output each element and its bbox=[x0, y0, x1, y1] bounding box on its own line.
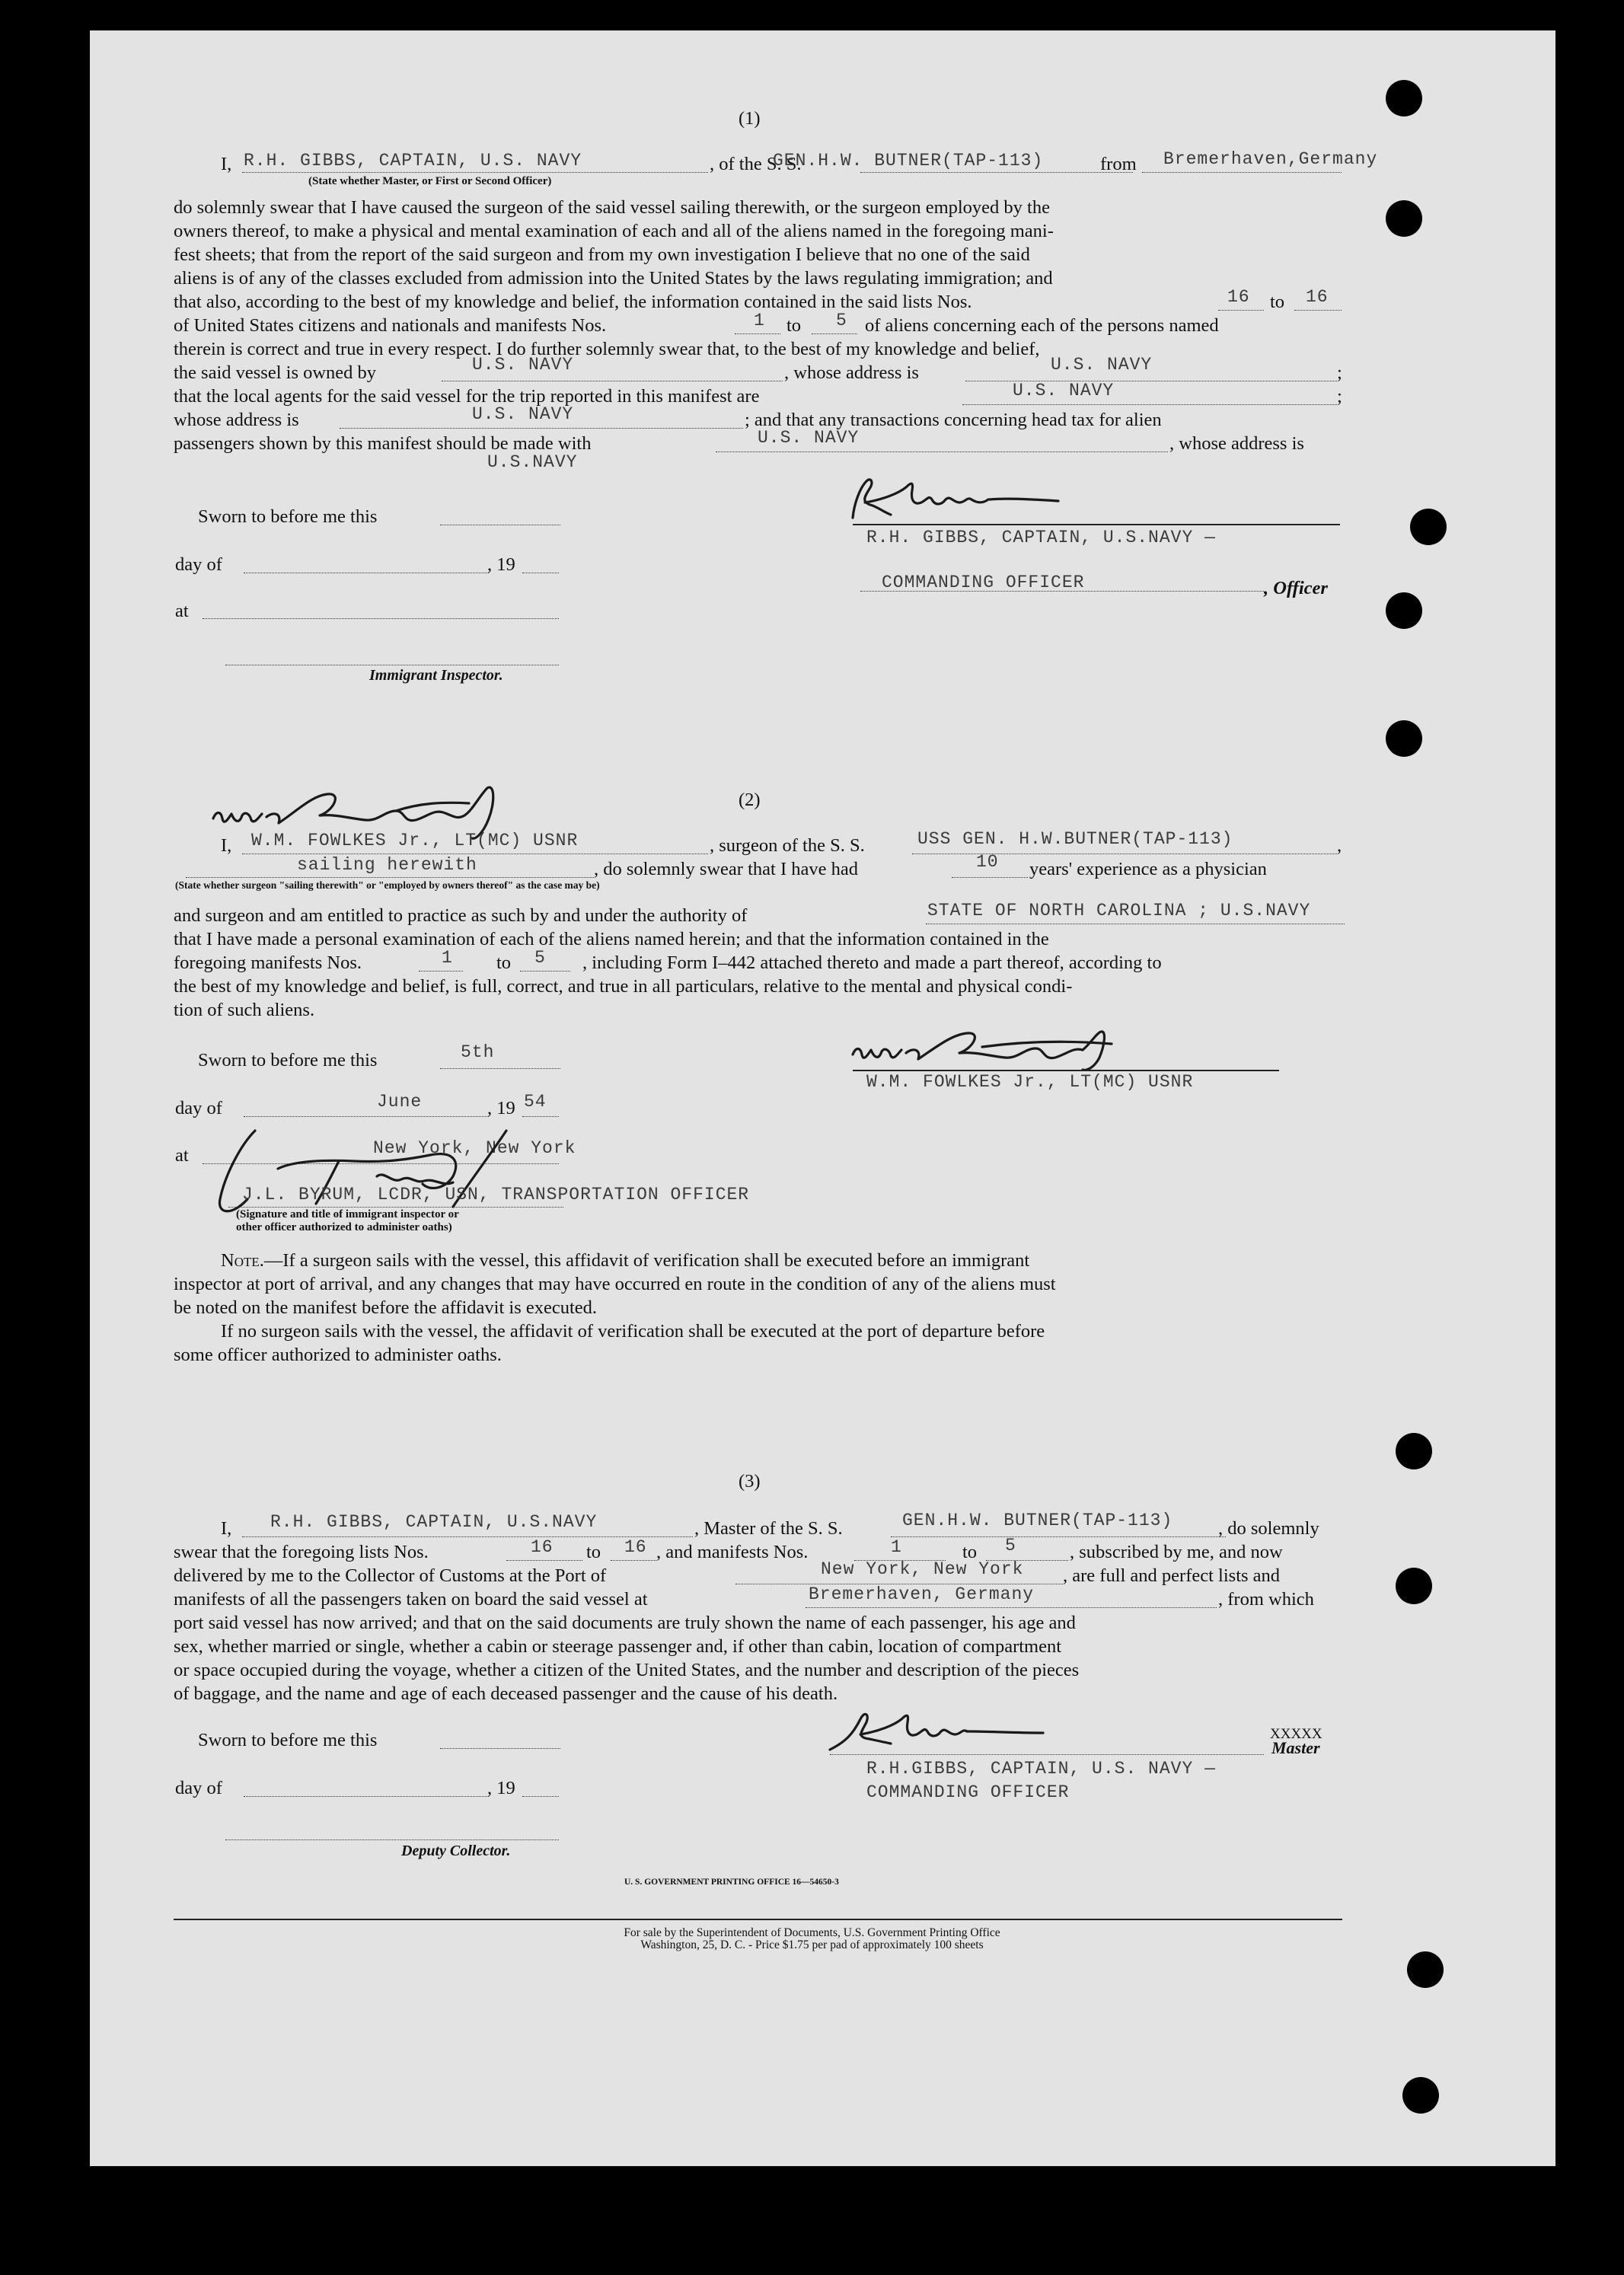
note-text: some officer authorized to administer oaths. bbox=[174, 1345, 502, 1365]
text-line: swear that the foregoing lists Nos. bbox=[174, 1542, 429, 1562]
text-line: I, bbox=[221, 154, 232, 174]
head-tax-party: U.S. NAVY bbox=[758, 428, 860, 448]
sworn-day: 5th bbox=[461, 1042, 495, 1062]
section-number: (3) bbox=[739, 1471, 761, 1492]
text-line: port said vessel has now arrived; and that on the said documents are truly shown the name of each passenger, his age and bbox=[174, 1613, 1076, 1633]
text-line: that the local agents for the said vessel for the trip reported in this manifest are bbox=[174, 386, 760, 407]
text-line: delivered by me to the Collector of Customs at the Port of bbox=[174, 1565, 607, 1586]
text-line: Sworn to before me this bbox=[198, 1050, 378, 1070]
note-label-text: Note. bbox=[221, 1250, 264, 1271]
text-line: , subscribed by me, and now bbox=[1070, 1542, 1283, 1562]
text-line: the best of my knowledge and belief, is full, correct, and true in all particulars, relative to the mental and physical condi- bbox=[174, 976, 1073, 997]
captain-title: COMMANDING OFFICER bbox=[882, 573, 1085, 592]
text-line: , 19 bbox=[487, 1098, 515, 1118]
text-line: day of bbox=[175, 554, 222, 575]
text-line: therein is correct and true in every respect. I do further solemnly swear that, to the best of my knowledge and belief, bbox=[174, 339, 1040, 359]
customs-port: New York, New York bbox=[821, 1559, 1024, 1579]
master-signature bbox=[822, 1704, 1066, 1757]
text-line: ; bbox=[1337, 386, 1342, 407]
section-number: (2) bbox=[739, 790, 761, 810]
sailing-status: sailing herewith bbox=[297, 855, 477, 875]
text-line: whose address is bbox=[174, 410, 299, 430]
manifest-to: 5 bbox=[836, 311, 847, 330]
manifest-from-3: 1 bbox=[891, 1537, 902, 1557]
text-line: day of bbox=[175, 1098, 222, 1118]
text-line: , of the S. S. bbox=[710, 154, 802, 174]
text-line: ; bbox=[1337, 362, 1342, 383]
boarding-port: Bremerhaven, Germany bbox=[809, 1584, 1035, 1604]
text-line: of baggage, and the name and age of each deceased passenger and the cause of his death. bbox=[174, 1683, 838, 1704]
text-line: at bbox=[175, 1145, 189, 1166]
surgeon-printed-name: W.M. FOWLKES Jr., LT(MC) USNR bbox=[866, 1072, 1194, 1092]
text-line: passengers shown by this manifest should be made with bbox=[174, 433, 592, 454]
text-line: Sworn to before me this bbox=[198, 506, 378, 527]
text-line: I, bbox=[221, 835, 232, 856]
note-text: be noted on the manifest before the affidavit is executed. bbox=[174, 1297, 598, 1318]
local-agents: U.S. NAVY bbox=[1013, 381, 1115, 400]
text-line: and surgeon and am entitled to practice as such by and under the authority of bbox=[174, 905, 748, 926]
text-line: , do solemnly bbox=[1218, 1518, 1319, 1539]
text-line: manifests of all the passengers taken on board the said vessel at bbox=[174, 1589, 648, 1610]
field-caption: (Signature and title of immigrant inspector or bbox=[236, 1208, 459, 1220]
punch-hole bbox=[1402, 2077, 1439, 2114]
vessel-3: GEN.H.W. BUTNER(TAP-113) bbox=[902, 1511, 1173, 1530]
text-line: , whose address is bbox=[1169, 433, 1304, 454]
field-caption: (State whether surgeon "sailing therewith" or "employed by owners thereof" as the case may be) bbox=[175, 879, 600, 891]
text-line: from bbox=[1100, 154, 1137, 174]
departure-port: Bremerhaven,Germany bbox=[1163, 149, 1378, 169]
text-line: the said vessel is owned by bbox=[174, 362, 377, 383]
punch-hole bbox=[1396, 1433, 1432, 1469]
list-to: 16 bbox=[1306, 287, 1329, 307]
vessel-name: GEN.H.W. BUTNER(TAP-113) bbox=[773, 151, 1044, 171]
transport-officer: J.L. BYRUM, LCDR, USN, TRANSPORTATION OFFICER bbox=[242, 1185, 750, 1205]
inspector-caption: Immigrant Inspector. bbox=[369, 667, 503, 684]
list-to-3: 16 bbox=[624, 1537, 647, 1557]
sale-notice: Washington, 25, D. C. - Price $1.75 per pad of approximately 100 sheets bbox=[640, 1938, 984, 1951]
master-title: COMMANDING OFFICER bbox=[866, 1782, 1070, 1802]
sworn-place: New York, New York bbox=[373, 1138, 576, 1158]
text-line: to bbox=[962, 1542, 978, 1562]
text-line: to bbox=[586, 1542, 601, 1562]
text-line: or space occupied during the voyage, whether a citizen of the United States, and the number and description of the pieces bbox=[174, 1660, 1080, 1680]
note-label bbox=[221, 1249, 1029, 1272]
list-from: 16 bbox=[1227, 287, 1250, 307]
surgeon-vessel: USS GEN. H.W.BUTNER(TAP-113) bbox=[917, 829, 1233, 849]
sworn-month: June bbox=[377, 1092, 423, 1112]
text-line: , including Form I–442 attached thereto and made a part thereof, according to bbox=[582, 952, 1162, 973]
owner: U.S. NAVY bbox=[472, 355, 574, 375]
text-line: , 19 bbox=[487, 554, 515, 575]
text-line: to bbox=[1270, 292, 1285, 312]
text-line: of United States citizens and nationals and manifests Nos. bbox=[174, 315, 607, 336]
master-name: R.H. GIBBS, CAPTAIN, U.S. NAVY bbox=[244, 151, 582, 171]
master-printed-name: R.H.GIBBS, CAPTAIN, U.S. NAVY — bbox=[866, 1759, 1216, 1779]
officer-caption: , Officer bbox=[1264, 578, 1328, 598]
text-line: I, bbox=[221, 1518, 232, 1539]
text-line: , 19 bbox=[487, 1778, 515, 1798]
manifest-from: 1 bbox=[754, 311, 765, 330]
text-line: sex, whether married or single, whether a cabin or steerage passenger and, if other than cabin, location of compartment bbox=[174, 1636, 1062, 1657]
text-line: do solemnly swear that I have caused the surgeon of the said vessel sailing therewith, or the surgeon employed by the bbox=[174, 197, 1050, 218]
section-number: (1) bbox=[739, 108, 761, 129]
text-line: that I have made a personal examination of each of the aliens named herein; and that the information contained in the bbox=[174, 929, 1049, 949]
text-line: Sworn to before me this bbox=[198, 1730, 378, 1750]
surgeon-name: W.M. FOWLKES Jr., LT(MC) USNR bbox=[251, 831, 579, 850]
text-line: to bbox=[496, 952, 512, 973]
punch-hole bbox=[1386, 200, 1422, 237]
master-caption: Master bbox=[1271, 1738, 1320, 1757]
text-line: , bbox=[1337, 835, 1342, 856]
manifest-to-3: 5 bbox=[1005, 1536, 1016, 1555]
punch-hole bbox=[1407, 1951, 1444, 1988]
text-line: owners thereof, to make a physical and mental examination of each and all of the aliens named in the foregoing mani- bbox=[174, 221, 1054, 241]
text-line: that also, according to the best of my knowledge and belief, the information contained in the said lists Nos. bbox=[174, 292, 972, 312]
gpo-imprint: U. S. GOVERNMENT PRINTING OFFICE 16—54650-3 bbox=[624, 1878, 839, 1887]
sworn-year: 54 bbox=[524, 1092, 547, 1112]
master-name-3: R.H. GIBBS, CAPTAIN, U.S.NAVY bbox=[270, 1512, 598, 1532]
captain-name: R.H. GIBBS, CAPTAIN, U.S.NAVY — bbox=[866, 528, 1216, 547]
deputy-caption: Deputy Collector. bbox=[401, 1843, 511, 1859]
text-line: , from which bbox=[1218, 1589, 1314, 1610]
owner-address: U.S. NAVY bbox=[1051, 355, 1153, 375]
text-line: , do solemnly swear that I have had bbox=[594, 859, 858, 879]
overtype-marks: XXXXX bbox=[1270, 1726, 1322, 1742]
captain-signature bbox=[838, 472, 1096, 525]
text-line: years' experience as a physician bbox=[1029, 859, 1267, 879]
field-caption: (State whether Master, or First or Second Officer) bbox=[308, 175, 552, 187]
note-text: inspector at port of arrival, and any changes that may have occurred en route in the condition of any of the aliens must bbox=[174, 1274, 1056, 1294]
manifest-from: 1 bbox=[442, 948, 453, 968]
agents-address: U.S. NAVY bbox=[472, 404, 574, 424]
head-tax-address: U.S.NAVY bbox=[487, 452, 578, 472]
punch-hole bbox=[1386, 592, 1422, 629]
note-text: —If a surgeon sails with the vessel, this affidavit of verification shall be executed before an immigrant bbox=[263, 1250, 1030, 1271]
text-line: tion of such aliens. bbox=[174, 1000, 315, 1020]
sale-notice: For sale by the Superintendent of Documents, U.S. Government Printing Office bbox=[624, 1926, 1000, 1939]
manifest-to: 5 bbox=[534, 948, 546, 968]
note-text: If no surgeon sails with the vessel, the affidavit of verification shall be executed at the port of departure before bbox=[221, 1321, 1045, 1342]
text-line: aliens is of any of the classes excluded from admission into the United States by the laws regulating immigration; and bbox=[174, 268, 1053, 289]
text-line: of aliens concerning each of the persons named bbox=[865, 315, 1219, 336]
punch-hole bbox=[1410, 509, 1447, 545]
text-line: , whose address is bbox=[784, 362, 919, 383]
list-from-3: 16 bbox=[531, 1537, 554, 1557]
text-line: , surgeon of the S. S. bbox=[710, 835, 865, 856]
text-line: at bbox=[175, 601, 189, 621]
text-line: ; and that any transactions concerning head tax for alien bbox=[745, 410, 1162, 430]
punch-hole bbox=[1386, 80, 1422, 116]
text-line: day of bbox=[175, 1778, 222, 1798]
text-line: , are full and perfect lists and bbox=[1063, 1565, 1281, 1586]
text-line: fest sheets; that from the report of the said surgeon and from my own investigation I believe that no one of the said bbox=[174, 244, 1030, 265]
field-caption: other officer authorized to administer oaths) bbox=[236, 1221, 452, 1233]
punch-hole bbox=[1386, 720, 1422, 757]
years-experience: 10 bbox=[976, 852, 999, 872]
practice-authority: STATE OF NORTH CAROLINA ; U.S.NAVY bbox=[927, 901, 1311, 921]
text-line: foregoing manifests Nos. bbox=[174, 952, 362, 973]
text-line: to bbox=[786, 315, 802, 336]
text-line: , Master of the S. S. bbox=[694, 1518, 843, 1539]
text-line: , and manifests Nos. bbox=[656, 1542, 809, 1562]
punch-hole bbox=[1396, 1568, 1432, 1604]
